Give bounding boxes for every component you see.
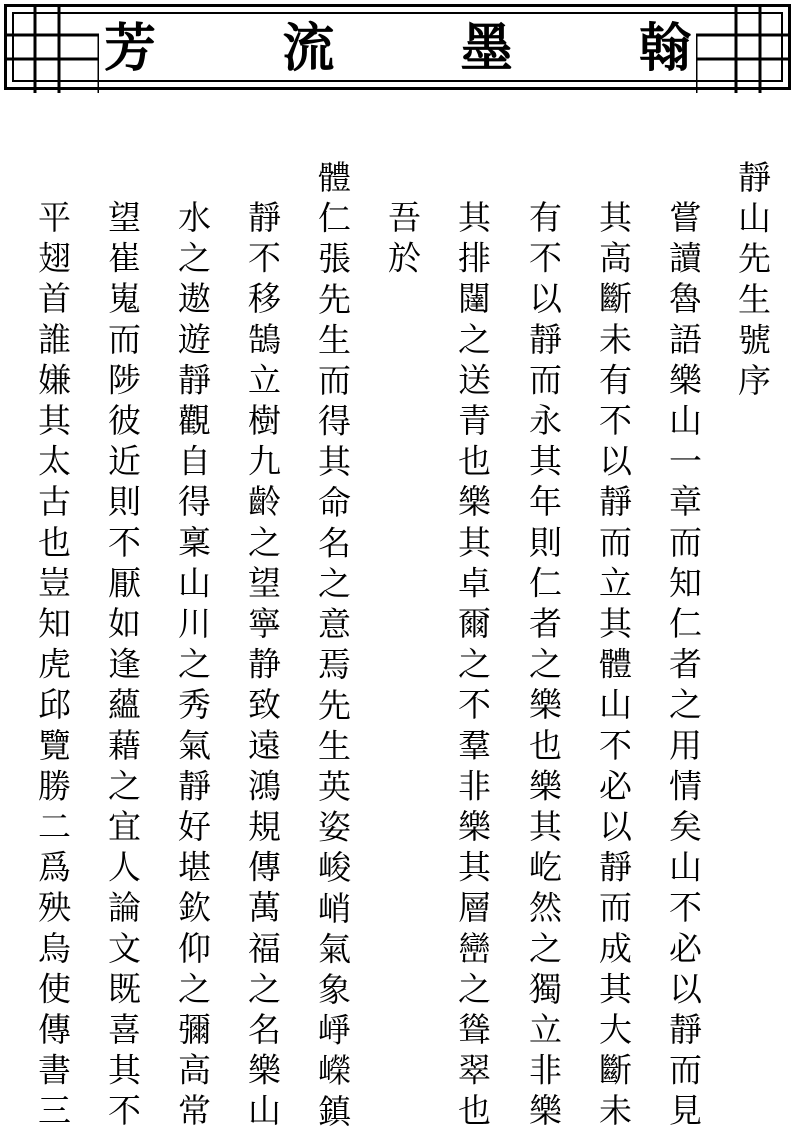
banner-char: 流: [282, 18, 335, 79]
fret-corner-ornament-right: [696, 7, 788, 93]
banner-title: [102, 18, 693, 79]
text-column: 其排闥之送青也樂其卓爾之不羣非樂其層巒之聳翠也: [453, 200, 492, 1134]
text-column-title: 靜山先生號序: [733, 160, 772, 404]
text-column: 靜不移鵠立樹九齡之望寧静致遠鴻規傳萬福之名樂山: [243, 200, 282, 1134]
title-banner: [4, 4, 791, 90]
text-column-raised: 體仁張先生而得其命名之意焉先生英姿峻峭氣象崢嶸鎮: [313, 160, 352, 1134]
fret-corner-ornament-left: [7, 7, 99, 93]
text-column: 平翅首誰嫌其太古也豈知虎邱覽勝二爲殃烏使傳書三: [33, 200, 72, 1134]
text-column: 水之遨遊靜觀自得稟山川之秀氣靜好堪欽仰之彌高常: [173, 200, 212, 1134]
text-column: 其高斷未有不以靜而立其體山不必以靜而成其大斷未: [594, 200, 633, 1134]
banner-char: 翰: [638, 18, 691, 79]
banner-char: 芳: [103, 18, 156, 79]
text-column: 望崔嵬而陟彼近則不厭如逢蘊藉之宜人論文既喜其不: [103, 200, 142, 1134]
banner-char: 墨: [460, 18, 513, 79]
text-column: 吾於: [383, 200, 422, 282]
text-column: 有不以靜而永其年則仁者之樂也樂其屹然之獨立非樂: [524, 200, 563, 1134]
text-column: 嘗讀魯語樂山一章而知仁者之用情矣山不必以靜而見: [664, 200, 703, 1134]
